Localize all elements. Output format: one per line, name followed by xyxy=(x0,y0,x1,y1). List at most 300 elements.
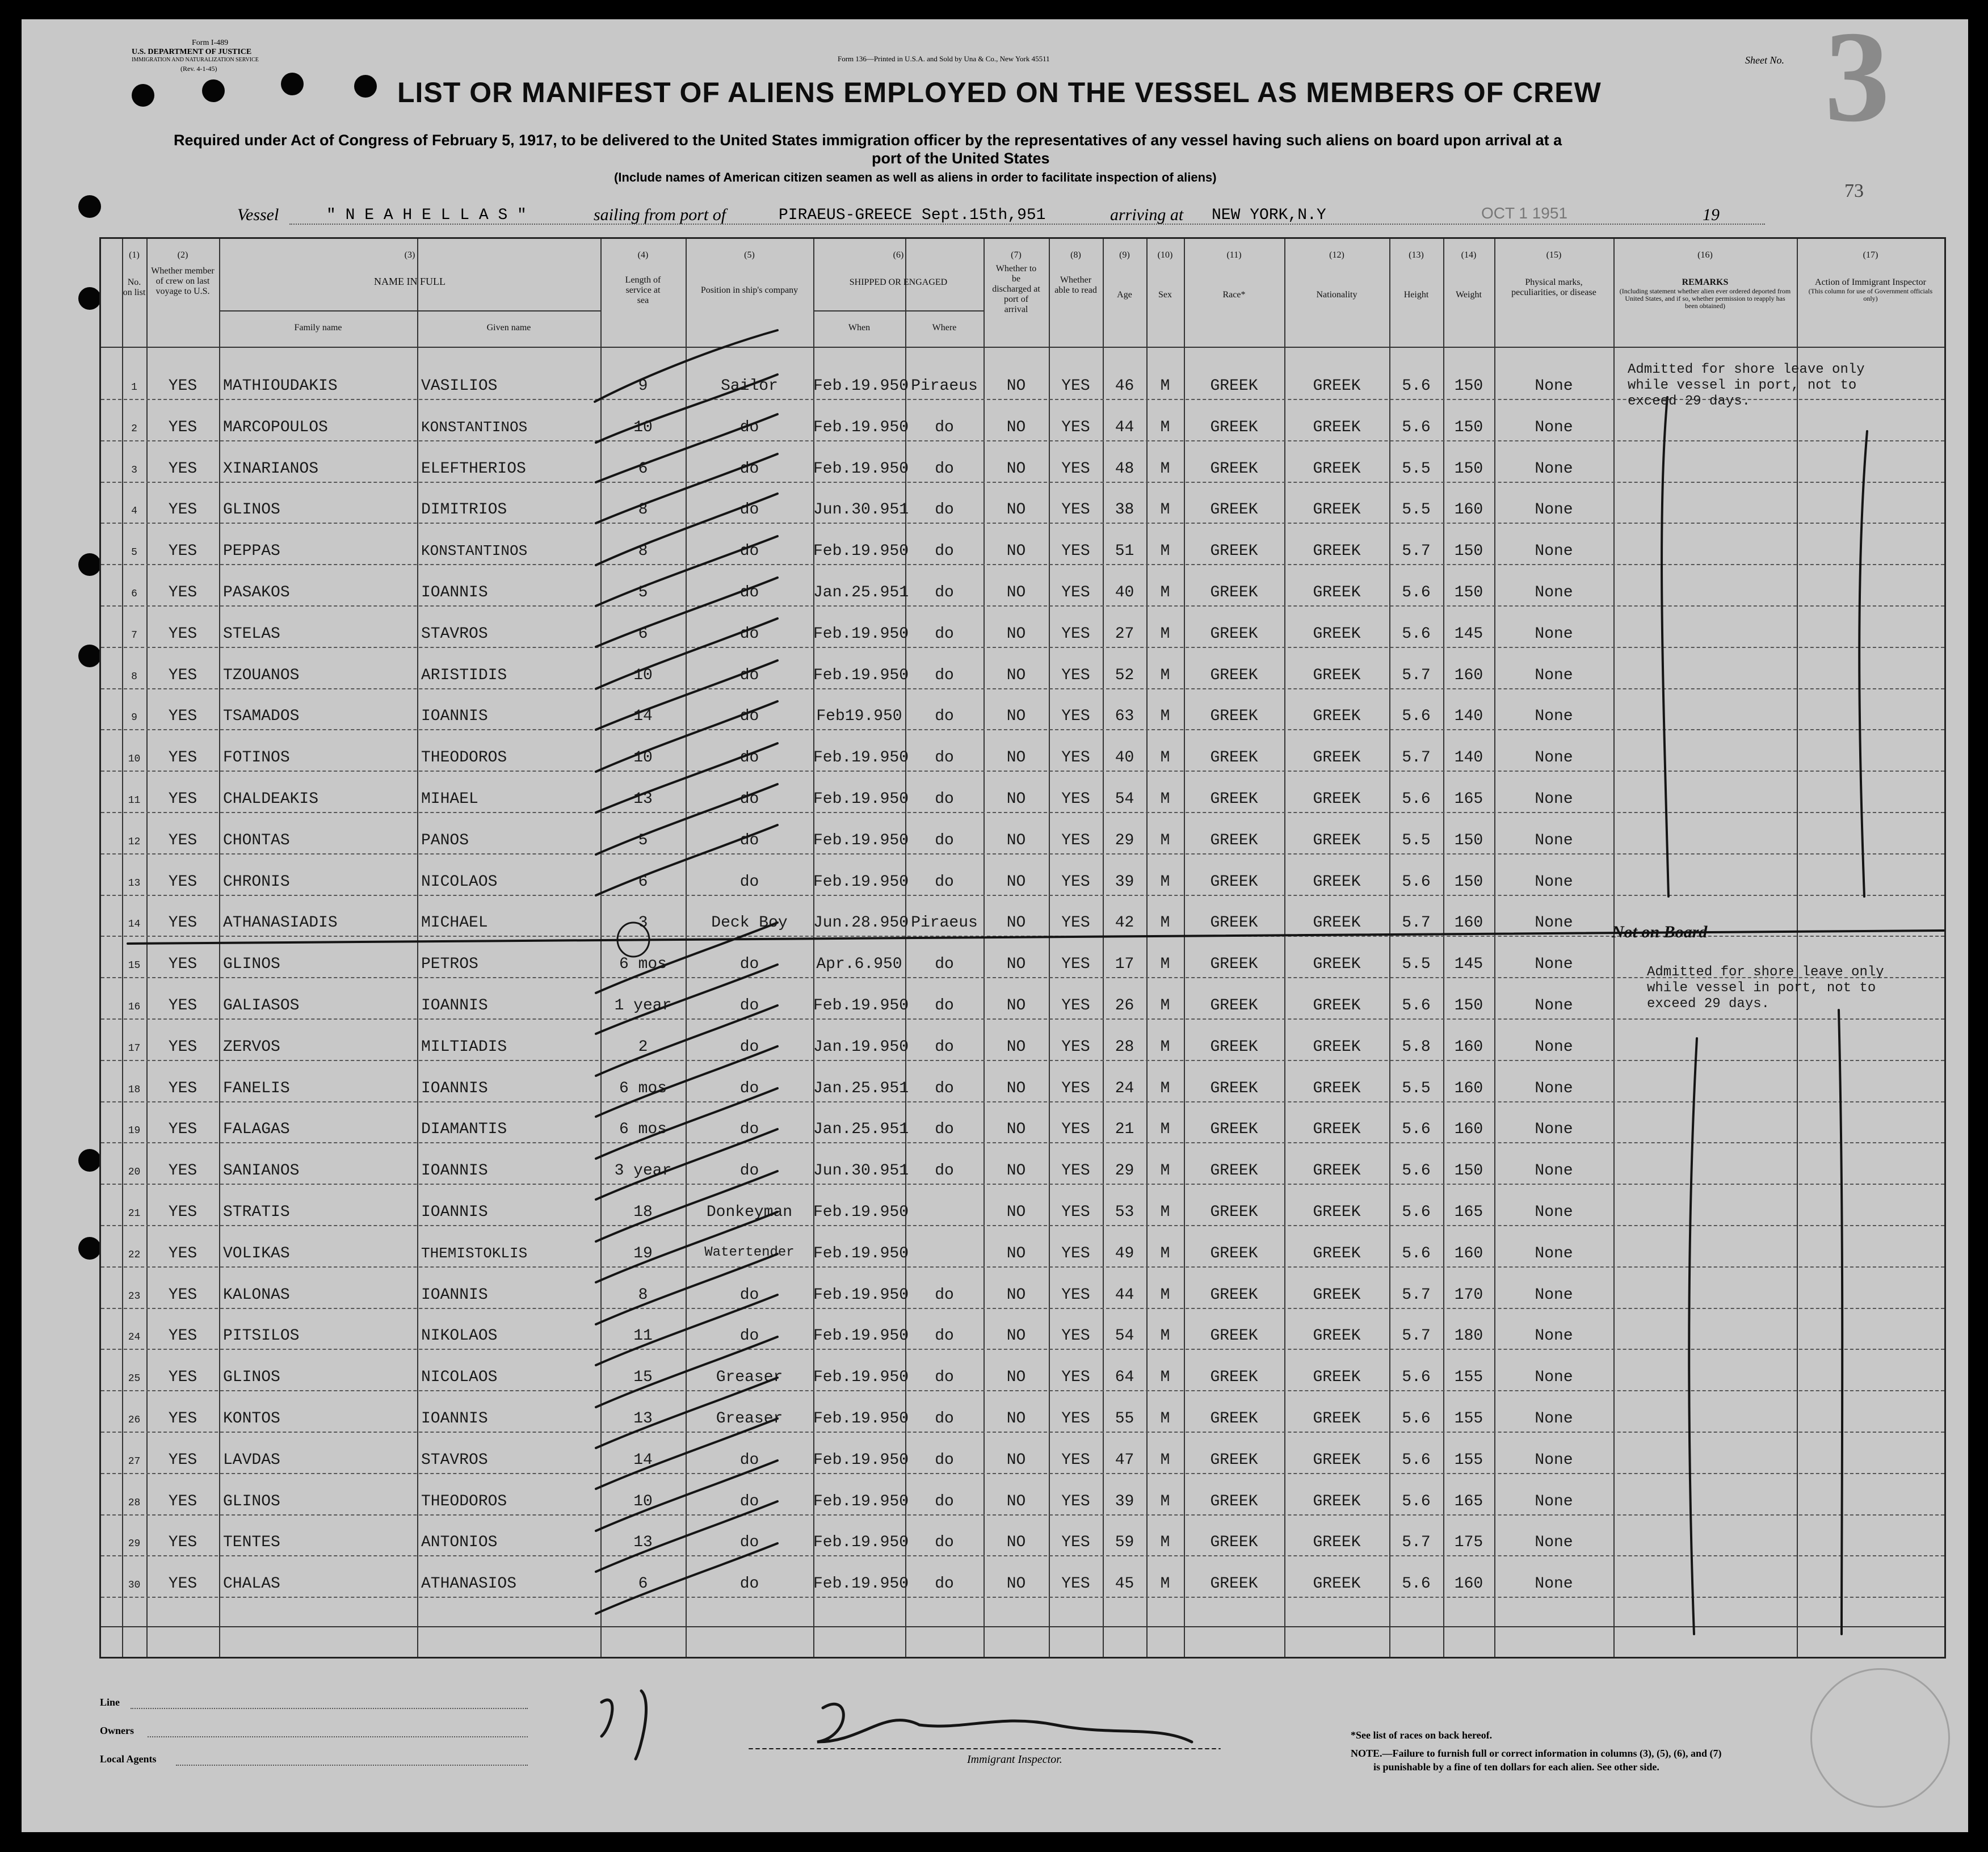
cell-age: 55 xyxy=(1115,1410,1134,1428)
cell-marks: None xyxy=(1535,1492,1573,1510)
cell-marks: None xyxy=(1535,1410,1573,1428)
cell-weight: 155 xyxy=(1454,1369,1483,1387)
cell-family: PASAKOS xyxy=(223,584,290,601)
cell-last: YES xyxy=(168,1079,197,1097)
cell-no: 29 xyxy=(128,1538,141,1550)
cell-nat: GREEK xyxy=(1313,956,1361,974)
printer-line: Form 136—Printed in U.S.A. and Sold by Una & Co., New York 45511 xyxy=(838,54,1050,63)
cell-race: GREEK xyxy=(1210,831,1258,849)
col6-header: (6) SHIPPED OR ENGAGED xyxy=(849,250,948,287)
cell-no: 18 xyxy=(128,1084,141,1096)
cell-where: Piraeus xyxy=(911,914,978,932)
cell-length: 8 xyxy=(638,1286,648,1304)
cell-family: GLINOS xyxy=(223,501,280,519)
cell-age: 44 xyxy=(1115,1286,1134,1304)
cell-last: YES xyxy=(168,666,197,684)
cell-when: Feb.19.950 xyxy=(813,997,909,1015)
cell-position: do xyxy=(739,1534,759,1552)
cell-weight: 150 xyxy=(1454,460,1483,478)
cell-length: 10 xyxy=(633,666,653,684)
cell-read: YES xyxy=(1061,625,1090,643)
cell-position: do xyxy=(739,1121,759,1139)
cell-family: ATHANASIADIS xyxy=(223,914,338,932)
cell-length: 6 xyxy=(638,460,648,478)
remarks-row-15: Admitted for shore leave only while vessel in port, not to exceed 29 days. xyxy=(1647,965,1884,1012)
cell-disch: NO xyxy=(1006,956,1026,974)
cell-disch: NO xyxy=(1006,584,1026,601)
cell-no: 25 xyxy=(128,1373,141,1385)
cell-length: 6 xyxy=(638,625,648,643)
cell-no: 5 xyxy=(131,547,137,559)
cell-age: 24 xyxy=(1115,1079,1134,1097)
cell-sex: M xyxy=(1160,749,1170,767)
cell-where: do xyxy=(935,625,954,643)
cell-when: Jun.30.951 xyxy=(813,501,909,519)
cell-read: YES xyxy=(1061,708,1090,726)
cell-read: YES xyxy=(1061,584,1090,601)
cell-race: GREEK xyxy=(1210,956,1258,974)
col8-header: (8) Whether able to read xyxy=(1054,250,1097,295)
cell-height: 5.8 xyxy=(1402,1038,1431,1056)
cell-sex: M xyxy=(1160,584,1170,601)
cell-family: CHALDEAKIS xyxy=(223,790,319,808)
cell-nat: GREEK xyxy=(1313,1369,1361,1387)
cell-length: 13 xyxy=(633,1534,653,1552)
col1-header: (1) No. on list xyxy=(123,250,146,297)
cell-when: Feb.19.950 xyxy=(813,1244,909,1262)
cell-race: GREEK xyxy=(1210,1369,1258,1387)
cell-position: do xyxy=(739,1575,759,1593)
cell-family: CHALAS xyxy=(223,1575,280,1593)
cell-age: 51 xyxy=(1115,542,1134,561)
cell-marks: None xyxy=(1535,1369,1573,1387)
cell-position: do xyxy=(739,873,759,891)
cell-family: SANIANOS xyxy=(223,1162,300,1180)
cell-where: do xyxy=(935,1451,954,1469)
cell-nat: GREEK xyxy=(1313,1121,1361,1139)
cell-position: do xyxy=(739,749,759,767)
cell-race: GREEK xyxy=(1210,1244,1258,1262)
cell-no: 14 xyxy=(128,919,141,931)
cell-marks: None xyxy=(1535,1244,1573,1262)
cell-given: MIHAEL xyxy=(421,790,478,808)
cell-no: 30 xyxy=(128,1580,141,1592)
cell-age: 44 xyxy=(1115,418,1134,436)
cell-sex: M xyxy=(1160,1244,1170,1262)
remarks-row-1: Admitted for shore leave only while vessel in port, not to exceed 29 days. xyxy=(1628,362,1865,409)
cell-read: YES xyxy=(1061,1410,1090,1428)
cell-when: Feb.19.950 xyxy=(813,625,909,643)
cell-when: Feb.19.950 xyxy=(813,831,909,849)
cell-given: ELEFTHERIOS xyxy=(421,460,526,478)
cell-disch: NO xyxy=(1006,1410,1026,1428)
cell-position: do xyxy=(739,625,759,643)
cell-race: GREEK xyxy=(1210,873,1258,891)
cell-when: Feb.19.950 xyxy=(813,460,909,478)
cell-race: GREEK xyxy=(1210,418,1258,436)
cell-when: Jan.25.951 xyxy=(813,584,909,601)
cell-age: 46 xyxy=(1115,377,1134,395)
col9-header: (9) Age xyxy=(1117,250,1132,300)
cell-weight: 150 xyxy=(1454,873,1483,891)
cell-family: KALONAS xyxy=(223,1286,290,1304)
cell-nat: GREEK xyxy=(1313,873,1361,891)
cell-read: YES xyxy=(1061,749,1090,767)
cell-nat: GREEK xyxy=(1313,1162,1361,1180)
cell-where: do xyxy=(935,1038,954,1056)
cell-no: 19 xyxy=(128,1125,141,1137)
cell-no: 20 xyxy=(128,1167,141,1178)
cell-weight: 160 xyxy=(1454,1244,1483,1262)
cell-where: do xyxy=(935,790,954,808)
cell-nat: GREEK xyxy=(1313,997,1361,1015)
cell-when: Feb.19.950 xyxy=(813,1286,909,1304)
cell-height: 5.7 xyxy=(1402,542,1431,561)
cell-length: 8 xyxy=(638,501,648,519)
faded-seal xyxy=(1810,1668,1950,1808)
cell-marks: None xyxy=(1535,831,1573,849)
cell-weight: 140 xyxy=(1454,708,1483,726)
cell-family: CHONTAS xyxy=(223,831,290,849)
cell-where: do xyxy=(935,708,954,726)
cell-where: do xyxy=(935,997,954,1015)
cell-sex: M xyxy=(1160,501,1170,519)
cell-sex: M xyxy=(1160,997,1170,1015)
cell-weight: 140 xyxy=(1454,749,1483,767)
cell-position: Deck Boy xyxy=(711,914,788,932)
cell-family: XINARIANOS xyxy=(223,460,319,478)
cell-read: YES xyxy=(1061,1327,1090,1345)
cell-height: 5.6 xyxy=(1402,1451,1431,1469)
cell-nat: GREEK xyxy=(1313,1286,1361,1304)
cell-last: YES xyxy=(168,873,197,891)
cell-disch: NO xyxy=(1006,749,1026,767)
cell-family: GLINOS xyxy=(223,1369,280,1387)
page-title: LIST OR MANIFEST OF ALIENS EMPLOYED ON THE VESSEL AS MEMBERS OF CREW xyxy=(397,77,1602,108)
cell-position: do xyxy=(739,1079,759,1097)
cell-family: PEPPAS xyxy=(223,542,280,561)
cell-last: YES xyxy=(168,1410,197,1428)
cell-disch: NO xyxy=(1006,460,1026,478)
col13-header: (13) Height xyxy=(1403,250,1429,300)
cell-when: Feb.19.950 xyxy=(813,377,909,395)
vessel-label: Vessel xyxy=(237,205,279,224)
cell-where: do xyxy=(935,1534,954,1552)
cell-nat: GREEK xyxy=(1313,1203,1361,1221)
cell-position: do xyxy=(739,418,759,436)
cell-last: YES xyxy=(168,1286,197,1304)
cell-sex: M xyxy=(1160,1369,1170,1387)
cell-position: do xyxy=(739,1451,759,1469)
cell-age: 45 xyxy=(1115,1575,1134,1593)
cell-position: do xyxy=(739,1492,759,1510)
cell-sex: M xyxy=(1160,1410,1170,1428)
cell-read: YES xyxy=(1061,914,1090,932)
cell-height: 5.7 xyxy=(1402,666,1431,684)
cell-disch: NO xyxy=(1006,1451,1026,1469)
cell-sex: M xyxy=(1160,1534,1170,1552)
cell-read: YES xyxy=(1061,377,1090,395)
cell-given: IOANNIS xyxy=(421,708,488,726)
col11-header: (11) Race* xyxy=(1222,250,1246,300)
cell-given: DIMITRIOS xyxy=(421,501,507,519)
cell-where: do xyxy=(935,831,954,849)
cell-height: 5.5 xyxy=(1402,1079,1431,1097)
cell-family: CHRONIS xyxy=(223,873,290,891)
cell-nat: GREEK xyxy=(1313,831,1361,849)
cell-sex: M xyxy=(1160,1203,1170,1221)
cell-given: IOANNIS xyxy=(421,1162,488,1180)
cell-nat: GREEK xyxy=(1313,418,1361,436)
cell-nat: GREEK xyxy=(1313,1451,1361,1469)
col15-header: (15) Physical marks, peculiarities, or disease xyxy=(1511,250,1596,297)
cell-given: PETROS xyxy=(421,956,478,974)
cell-nat: GREEK xyxy=(1313,1410,1361,1428)
cell-disch: NO xyxy=(1006,1203,1026,1221)
cell-length: 11 xyxy=(633,1327,653,1345)
cell-position: Sailor xyxy=(721,377,778,395)
cell-height: 5.7 xyxy=(1402,914,1431,932)
vessel-name: " N E A H E L L A S " xyxy=(326,207,527,224)
cell-height: 5.5 xyxy=(1402,831,1431,849)
cell-nat: GREEK xyxy=(1313,584,1361,601)
col2-header: (2) Whether member of crew on last voyage to U.S. xyxy=(151,250,215,296)
cell-marks: None xyxy=(1535,625,1573,643)
cell-last: YES xyxy=(168,790,197,808)
cell-weight: 160 xyxy=(1454,1038,1483,1056)
cell-weight: 145 xyxy=(1454,625,1483,643)
cell-sex: M xyxy=(1160,831,1170,849)
cell-read: YES xyxy=(1061,1369,1090,1387)
cell-age: 53 xyxy=(1115,1203,1134,1221)
cell-height: 5.6 xyxy=(1402,1575,1431,1593)
cell-marks: None xyxy=(1535,749,1573,767)
cell-nat: GREEK xyxy=(1313,790,1361,808)
cell-no: 7 xyxy=(131,629,137,641)
cell-length: 6 mos xyxy=(619,1079,667,1097)
sailing-label: sailing from port of xyxy=(594,205,726,224)
cell-last: YES xyxy=(168,997,197,1015)
cell-weight: 150 xyxy=(1454,1162,1483,1180)
footer-note-1: NOTE.—Failure to furnish full or correct information in columns (3), (5), (6), and (7) xyxy=(1351,1748,1722,1759)
cell-last: YES xyxy=(168,1534,197,1552)
cell-read: YES xyxy=(1061,997,1090,1015)
cell-family: KONTOS xyxy=(223,1410,280,1428)
cell-position: Greaser xyxy=(716,1369,783,1387)
cell-read: YES xyxy=(1061,1244,1090,1262)
cell-length: 15 xyxy=(633,1369,653,1387)
races-note: *See list of races on back hereof. xyxy=(1351,1729,1493,1741)
cell-position: do xyxy=(739,1327,759,1345)
cell-when: Feb.19.950 xyxy=(813,1369,909,1387)
cell-nat: GREEK xyxy=(1313,1079,1361,1097)
cell-no: 4 xyxy=(131,506,137,517)
cell-weight: 160 xyxy=(1454,666,1483,684)
cell-height: 5.6 xyxy=(1402,418,1431,436)
cell-where: do xyxy=(935,1121,954,1139)
cell-no: 16 xyxy=(128,1001,141,1013)
cell-race: GREEK xyxy=(1210,1038,1258,1056)
cell-length: 19 xyxy=(633,1244,653,1262)
cell-no: 23 xyxy=(128,1290,141,1302)
revision: (Rev. 4-1-45) xyxy=(180,65,217,73)
cell-marks: None xyxy=(1535,1575,1573,1593)
cell-race: GREEK xyxy=(1210,1327,1258,1345)
cell-height: 5.7 xyxy=(1402,1327,1431,1345)
cell-last: YES xyxy=(168,1244,197,1262)
cell-position: do xyxy=(739,1038,759,1056)
cell-height: 5.6 xyxy=(1402,708,1431,726)
cell-read: YES xyxy=(1061,1286,1090,1304)
cell-disch: NO xyxy=(1006,666,1026,684)
cell-where: do xyxy=(935,873,954,891)
cell-marks: None xyxy=(1535,666,1573,684)
cell-where: do xyxy=(935,1079,954,1097)
cell-where: do xyxy=(935,1162,954,1180)
cell-last: YES xyxy=(168,1038,197,1056)
form-number: Form I-489 xyxy=(192,39,229,47)
inspector-label: Immigrant Inspector. xyxy=(967,1753,1062,1766)
cell-where: do xyxy=(935,1327,954,1345)
cell-race: GREEK xyxy=(1210,1492,1258,1510)
cell-marks: None xyxy=(1535,790,1573,808)
cell-height: 5.6 xyxy=(1402,1162,1431,1180)
cell-height: 5.6 xyxy=(1402,1369,1431,1387)
cell-marks: None xyxy=(1535,1451,1573,1469)
cell-weight: 170 xyxy=(1454,1286,1483,1304)
cell-position: Greaser xyxy=(716,1410,783,1428)
cell-given: VASILIOS xyxy=(421,377,498,395)
col17-header: (17) Action of Immigrant Inspector (This column for use of Government officials only) xyxy=(1808,250,1933,302)
cell-last: YES xyxy=(168,501,197,519)
cell-height: 5.6 xyxy=(1402,997,1431,1015)
col3b-header: Given name xyxy=(486,323,531,332)
cell-marks: None xyxy=(1535,501,1573,519)
cell-height: 5.6 xyxy=(1402,377,1431,395)
cell-position: Donkeyman xyxy=(706,1203,793,1221)
cell-when: Feb.19.950 xyxy=(813,790,909,808)
cell-marks: None xyxy=(1535,914,1573,932)
cell-where: do xyxy=(935,1369,954,1387)
cell-weight: 160 xyxy=(1454,1575,1483,1593)
cell-nat: GREEK xyxy=(1313,708,1361,726)
cell-weight: 150 xyxy=(1454,418,1483,436)
cell-weight: 165 xyxy=(1454,790,1483,808)
cell-age: 64 xyxy=(1115,1369,1134,1387)
cell-position: do xyxy=(739,708,759,726)
cell-read: YES xyxy=(1061,501,1090,519)
cell-disch: NO xyxy=(1006,708,1026,726)
cell-no: 21 xyxy=(128,1208,141,1219)
cell-weight: 150 xyxy=(1454,997,1483,1015)
cell-weight: 160 xyxy=(1454,501,1483,519)
cell-given: IOANNIS xyxy=(421,584,488,601)
cell-disch: NO xyxy=(1006,1369,1026,1387)
cell-given: THEODOROS xyxy=(421,1492,507,1510)
cell-last: YES xyxy=(168,1575,197,1593)
cell-when: Jan.25.951 xyxy=(813,1079,909,1097)
cell-race: GREEK xyxy=(1210,1162,1258,1180)
cell-disch: NO xyxy=(1006,790,1026,808)
cell-position: do xyxy=(739,831,759,849)
cell-read: YES xyxy=(1061,1203,1090,1221)
col3a-header: Family name xyxy=(294,323,342,332)
footer-owners-label: Owners xyxy=(100,1725,134,1736)
cell-disch: NO xyxy=(1006,1327,1026,1345)
cell-no: 17 xyxy=(128,1042,141,1054)
cell-no: 1 xyxy=(131,382,137,393)
cell-age: 27 xyxy=(1115,625,1134,643)
footer-line-label: Line xyxy=(100,1697,120,1708)
cell-no: 8 xyxy=(131,671,137,683)
cell-no: 12 xyxy=(128,836,141,848)
cell-marks: None xyxy=(1535,873,1573,891)
cell-when: Feb.19.950 xyxy=(813,1492,909,1510)
cell-nat: GREEK xyxy=(1313,625,1361,643)
cell-age: 28 xyxy=(1115,1038,1134,1056)
cell-height: 5.6 xyxy=(1402,873,1431,891)
cell-sex: M xyxy=(1160,1286,1170,1304)
cell-sex: M xyxy=(1160,956,1170,974)
cell-sex: M xyxy=(1160,873,1170,891)
cell-sex: M xyxy=(1160,708,1170,726)
cell-read: YES xyxy=(1061,1451,1090,1469)
cell-given: PANOS xyxy=(421,831,469,849)
cell-nat: GREEK xyxy=(1313,1492,1361,1510)
arriving-label: arriving at xyxy=(1110,205,1184,224)
cell-height: 5.6 xyxy=(1402,1203,1431,1221)
cell-read: YES xyxy=(1061,831,1090,849)
sheet-label: Sheet No. xyxy=(1745,54,1784,66)
cell-weight: 150 xyxy=(1454,584,1483,601)
cell-position: Watertender xyxy=(704,1244,795,1260)
cell-position: do xyxy=(739,460,759,478)
cell-nat: GREEK xyxy=(1313,1534,1361,1552)
cell-disch: NO xyxy=(1006,997,1026,1015)
cell-marks: None xyxy=(1535,584,1573,601)
cell-weight: 150 xyxy=(1454,831,1483,849)
cell-length: 14 xyxy=(633,708,653,726)
cell-disch: NO xyxy=(1006,1575,1026,1593)
cell-given: THEMISTOKLIS xyxy=(421,1244,528,1262)
cell-disch: NO xyxy=(1006,1121,1026,1139)
cell-disch: NO xyxy=(1006,501,1026,519)
col5-header: (5) Position in ship's company xyxy=(700,250,798,295)
cell-length: 5 xyxy=(638,584,648,601)
cell-read: YES xyxy=(1061,1121,1090,1139)
cell-age: 59 xyxy=(1115,1534,1134,1552)
cell-disch: NO xyxy=(1006,1286,1026,1304)
cell-age: 38 xyxy=(1115,501,1134,519)
sheet-number: 3 xyxy=(1825,4,1890,149)
cell-nat: GREEK xyxy=(1313,542,1361,561)
cell-race: GREEK xyxy=(1210,1286,1258,1304)
cell-height: 5.7 xyxy=(1402,749,1431,767)
cell-weight: 150 xyxy=(1454,377,1483,395)
cell-no: 22 xyxy=(128,1249,141,1261)
cell-length: 5 xyxy=(638,831,648,849)
department: U.S. DEPARTMENT OF JUSTICE xyxy=(132,48,252,56)
cell-disch: NO xyxy=(1006,1162,1026,1180)
col6a-header: When xyxy=(848,323,871,332)
cell-given: KONSTANTINOS xyxy=(421,418,528,436)
cell-nat: GREEK xyxy=(1313,1327,1361,1345)
col10-header: (10) Sex xyxy=(1157,250,1173,300)
cell-marks: None xyxy=(1535,956,1573,974)
cell-nat: GREEK xyxy=(1313,666,1361,684)
cell-length: 10 xyxy=(633,749,653,767)
cell-where: Piraeus xyxy=(911,377,978,395)
